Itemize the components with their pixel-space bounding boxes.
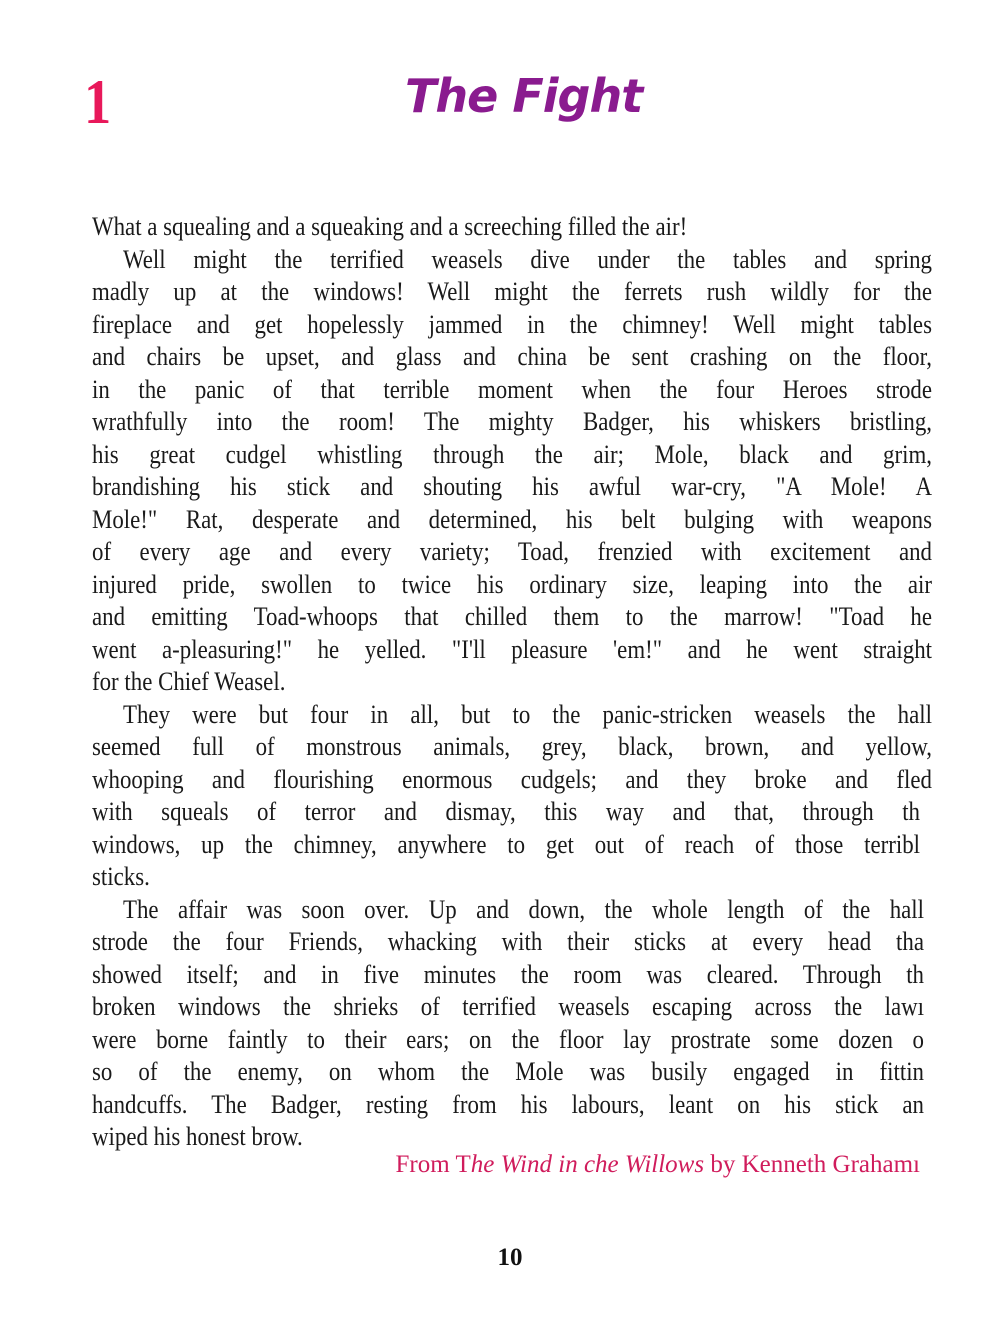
text-line: and chairs be upset, and glass and china be sent crashing on the floor, (92, 342, 932, 371)
text-line: wiped his honest brow. (92, 1122, 303, 1151)
text-line: for the Chief Weasel. (92, 667, 286, 696)
text-line: The affair was soon over. Up and down, the whole length of the hall (123, 894, 925, 924)
paragraph (92, 894, 932, 1154)
text-line: and emitting Toad-whoops that chilled them to the marrow! "Toad he (92, 602, 932, 631)
text-line: were borne faintly to their ears; on the floor lay prostrate some dozen o (92, 1024, 924, 1054)
text-line: in the panic of that terrible moment when the four Heroes strode (92, 374, 932, 404)
text-line: wrathfully into the room! The mighty Badger, his whiskers bristling, (92, 407, 932, 436)
text-line: What a squealing and a squeaking and a screeching filled the air! (92, 212, 688, 241)
text-line: windows, up the chimney, anywhere to get out of reach of those terribl (92, 829, 920, 859)
source-credit (396, 1151, 920, 1179)
text-line: broken windows the shrieks of terrified weasels escaping across the lawı (92, 992, 925, 1021)
paragraph (92, 244, 932, 699)
text-line: fireplace and get hopelessly jammed in the chimney! Well might tables (92, 309, 932, 339)
text-line: seemed full of monstrous animals, grey, black, brown, and yellow, (92, 732, 932, 761)
text-line: of every age and every variety; Toad, frenzied with excitement and (92, 537, 932, 566)
text-line: with squeals of terror and dismay, this way and that, through th (92, 797, 920, 826)
text-line: so of the enemy, on whom the Mole was busily engaged in fittin (92, 1057, 924, 1086)
text-line: his great cudgel whistling through the air; Mole, black and grim, (92, 439, 932, 469)
text-line: showed itself; and in five minutes the room was cleared. Through th (92, 959, 924, 989)
text-line: They were but four in all, but to the panic-stricken weasels the hall (123, 699, 932, 729)
text-line: brandishing his stick and shouting his awful war-cry, "A Mole! A (92, 472, 932, 501)
text-line: sticks. (92, 862, 150, 891)
credit-prefix: From T (395, 1151, 471, 1178)
story-text (92, 211, 932, 1154)
text-line: Mole!" Rat, desperate and determined, his belt bulging with weapons (92, 504, 932, 534)
text-line: whooping and flourishing enormous cudgels; and they broke and fled (92, 764, 932, 794)
text-line: strode the four Friends, whacking with their sticks at every head tha (92, 927, 924, 956)
credit-author: by Kenneth Grahamı (704, 1151, 920, 1178)
chapter-number: 1 (84, 66, 112, 137)
text-line: Well might the terrified weasels dive under the tables and spring (123, 244, 932, 274)
text-line: handcuffs. The Badger, resting from his labours, leant on his stick an (92, 1089, 924, 1119)
text-line: went a-pleasuring!" he yelled. "I'll pleasure 'em!" and he went straight (92, 634, 932, 664)
page-number: 10 (497, 1244, 523, 1271)
text-line: injured pride, swollen to twice his ordinary size, leaping into the air (92, 569, 932, 599)
paragraph (92, 699, 932, 894)
book-title: he Wind in che Willows (470, 1151, 705, 1178)
text-line: madly up at the windows! Well might the ferrets rush wildly for the (92, 277, 932, 306)
paragraph (92, 211, 932, 244)
chapter-title: The Fight (405, 69, 643, 123)
